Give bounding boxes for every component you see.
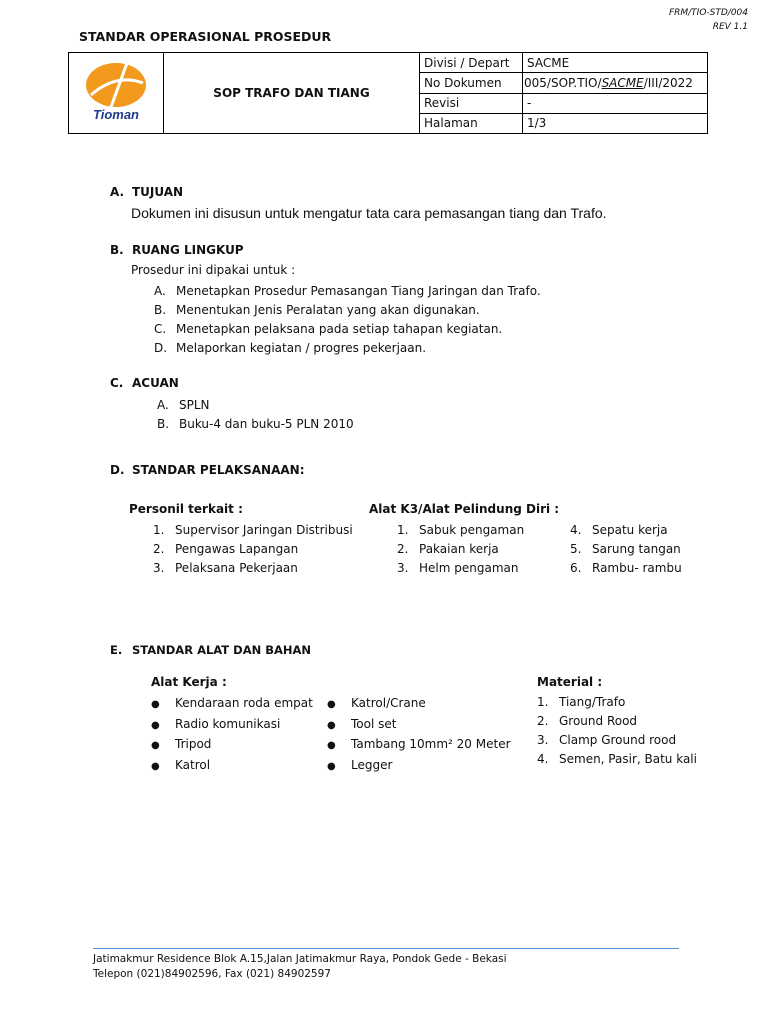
footer-divider — [93, 948, 679, 949]
section-letter: A. — [110, 185, 125, 199]
list-marker: 3. — [153, 561, 165, 575]
company-logo — [81, 61, 151, 125]
bullet-icon: ● — [151, 719, 160, 731]
list-text: Pelaksana Pekerjaan — [175, 561, 298, 575]
footer — [93, 952, 507, 982]
bullet-icon: ● — [327, 699, 336, 710]
list-item — [327, 694, 511, 715]
section-c-list — [157, 396, 354, 434]
list-text: Legger — [351, 757, 393, 772]
list-marker: 4. — [537, 752, 549, 766]
list-item — [154, 320, 541, 339]
list-text: Katrol — [175, 757, 211, 772]
bullet-icon: ● — [151, 760, 160, 772]
section-d-heading — [110, 463, 305, 477]
list-text: Clamp Ground rood — [559, 733, 677, 747]
apd-list-left — [397, 521, 524, 578]
section-letter: D. — [110, 463, 125, 477]
bullet-icon: ● — [151, 740, 160, 751]
list-item — [151, 694, 313, 715]
list-item — [157, 396, 354, 415]
list-marker: B. — [157, 417, 170, 431]
section-letter: C. — [110, 376, 124, 390]
list-text: Menentukan Jenis Peralatan yang akan digunakan. — [176, 303, 480, 317]
section-title: ACUAN — [132, 376, 179, 390]
list-item — [327, 756, 511, 777]
section-e-heading — [110, 643, 311, 657]
list-text: Supervisor Jaringan Distribusi — [175, 523, 353, 537]
bullet-icon: ● — [151, 699, 160, 710]
list-text: Katrol/Crane — [351, 696, 426, 710]
section-title: STANDAR ALAT DAN BAHAN — [132, 643, 312, 657]
list-item — [397, 540, 524, 559]
page-heading: STANDAR OPERASIONAL PROSEDUR — [79, 29, 332, 44]
document-code: FRM/TIO-STD/004 — [668, 8, 748, 18]
apd-list-right — [570, 521, 682, 578]
list-marker: 1. — [153, 523, 165, 537]
list-marker: 4. — [570, 523, 582, 537]
list-item — [537, 731, 697, 750]
section-a-text: Dokumen ini disusun untuk mengatur tata cara pemasangan tiang dan Trafo. — [131, 205, 607, 221]
meta-label-revisi: Revisi — [420, 93, 523, 113]
meta-value-revisi: - — [523, 93, 708, 113]
list-text: Menetapkan pelaksana pada setiap tahapan kegiatan. — [176, 322, 503, 336]
list-marker: B. — [154, 303, 167, 317]
list-marker: 2. — [397, 542, 409, 556]
list-text: Sarung tangan — [592, 542, 681, 556]
list-item — [153, 559, 353, 578]
list-text: Helm pengaman — [419, 561, 519, 575]
list-marker: 1. — [537, 695, 549, 709]
meta-value-no-dokumen — [523, 73, 708, 93]
list-text: Buku-4 dan buku-5 PLN 2010 — [179, 417, 354, 431]
bullet-icon: ● — [327, 719, 336, 731]
doc-number-prefix: 005/SOP.TIO/ — [524, 75, 602, 90]
list-item — [327, 715, 511, 736]
list-item — [151, 756, 313, 777]
meta-label-halaman: Halaman — [420, 113, 523, 133]
section-b-heading — [110, 243, 244, 257]
list-item — [397, 559, 524, 578]
list-item — [537, 750, 697, 769]
list-marker: 1. — [397, 523, 409, 537]
list-marker: 5. — [570, 542, 582, 556]
doc-number-division: SACME — [601, 75, 644, 90]
list-text: Rambu- rambu — [592, 561, 682, 575]
list-marker: 2. — [537, 714, 549, 728]
document-revision: REV 1.1 — [712, 22, 748, 32]
list-text: Radio komunikasi — [175, 716, 281, 731]
list-text: Melaporkan kegiatan / progres pekerjaan. — [176, 341, 427, 355]
list-marker: 6. — [570, 561, 582, 575]
list-marker: D. — [154, 341, 168, 355]
list-item — [151, 735, 313, 756]
list-text: Tripod — [175, 737, 212, 751]
footer-address: Jatimakmur Residence Blok A.15,Jalan Jatimakmur Raya, Pondok Gede - Bekasi — [93, 953, 507, 965]
list-item — [570, 521, 682, 540]
document-reference — [669, 6, 748, 34]
section-c-heading — [110, 376, 179, 390]
list-item — [537, 693, 697, 712]
list-item — [570, 559, 682, 578]
list-text: Kendaraan roda empat — [175, 696, 313, 710]
material-list — [537, 693, 697, 769]
list-marker: 3. — [397, 561, 409, 575]
alat-kerja-list-right — [327, 694, 511, 776]
list-text: Pengawas Lapangan — [175, 542, 299, 556]
list-item — [397, 521, 524, 540]
list-item — [327, 735, 511, 756]
section-title: TUJUAN — [132, 185, 184, 199]
bullet-icon: ● — [327, 740, 336, 751]
logo-emblem-icon — [81, 61, 151, 113]
list-text: Ground Rood — [559, 714, 638, 728]
section-letter: B. — [110, 243, 124, 257]
list-item — [537, 712, 697, 731]
personil-title: Personil terkait : — [129, 502, 243, 516]
list-text: Tool set — [351, 716, 397, 731]
list-item — [154, 282, 541, 301]
list-item — [157, 415, 354, 434]
list-item — [154, 301, 541, 320]
meta-label-divisi: Divisi / Depart — [420, 53, 523, 73]
meta-value-halaman: 1/3 — [523, 113, 708, 133]
list-item — [154, 339, 541, 358]
list-text: SPLN — [179, 398, 210, 412]
list-text: Menetapkan Prosedur Pemasangan Tiang Jaringan dan Trafo. — [176, 284, 541, 298]
list-marker: 3. — [537, 733, 549, 747]
list-marker: 2. — [153, 542, 165, 556]
list-text: Tiang/Trafo — [559, 695, 626, 709]
material-title: Material : — [537, 675, 603, 689]
list-text: Pakaian kerja — [419, 542, 499, 556]
meta-label-no-dokumen: No Dokumen — [420, 73, 523, 93]
alat-kerja-title: Alat Kerja : — [151, 675, 227, 689]
apd-title: Alat K3/Alat Pelindung Diri : — [369, 502, 560, 516]
list-text: Sepatu kerja — [592, 523, 668, 537]
document-header-table — [68, 52, 708, 134]
logo-text: Tioman — [93, 107, 139, 122]
list-item — [151, 715, 313, 736]
list-marker: A. — [154, 284, 166, 298]
section-b-list — [154, 282, 541, 358]
section-letter: E. — [110, 643, 123, 657]
section-title: RUANG LINGKUP — [132, 243, 244, 257]
list-marker: C. — [154, 322, 167, 336]
footer-phone: Telepon (021)84902596, Fax (021) 84902597 — [93, 968, 331, 980]
list-item — [153, 540, 353, 559]
doc-number-suffix: /III/2022 — [643, 75, 693, 90]
document-title: SOP TRAFO DAN TIANG — [164, 53, 420, 134]
bullet-icon: ● — [327, 760, 336, 772]
list-item — [570, 540, 682, 559]
alat-kerja-list-left — [151, 694, 313, 776]
logo-cell — [69, 53, 164, 134]
personil-list — [153, 521, 353, 578]
list-text: Semen, Pasir, Batu kali — [559, 752, 697, 766]
list-marker: A. — [157, 398, 169, 412]
section-b-intro: Prosedur ini dipakai untuk : — [131, 263, 296, 277]
section-a-heading — [110, 185, 183, 199]
list-item — [153, 521, 353, 540]
list-text: Sabuk pengaman — [419, 523, 525, 537]
meta-value-divisi: SACME — [523, 53, 708, 73]
section-title: STANDAR PELAKSANAAN: — [132, 463, 305, 477]
list-text: Tambang 10mm² 20 Meter — [351, 737, 511, 751]
